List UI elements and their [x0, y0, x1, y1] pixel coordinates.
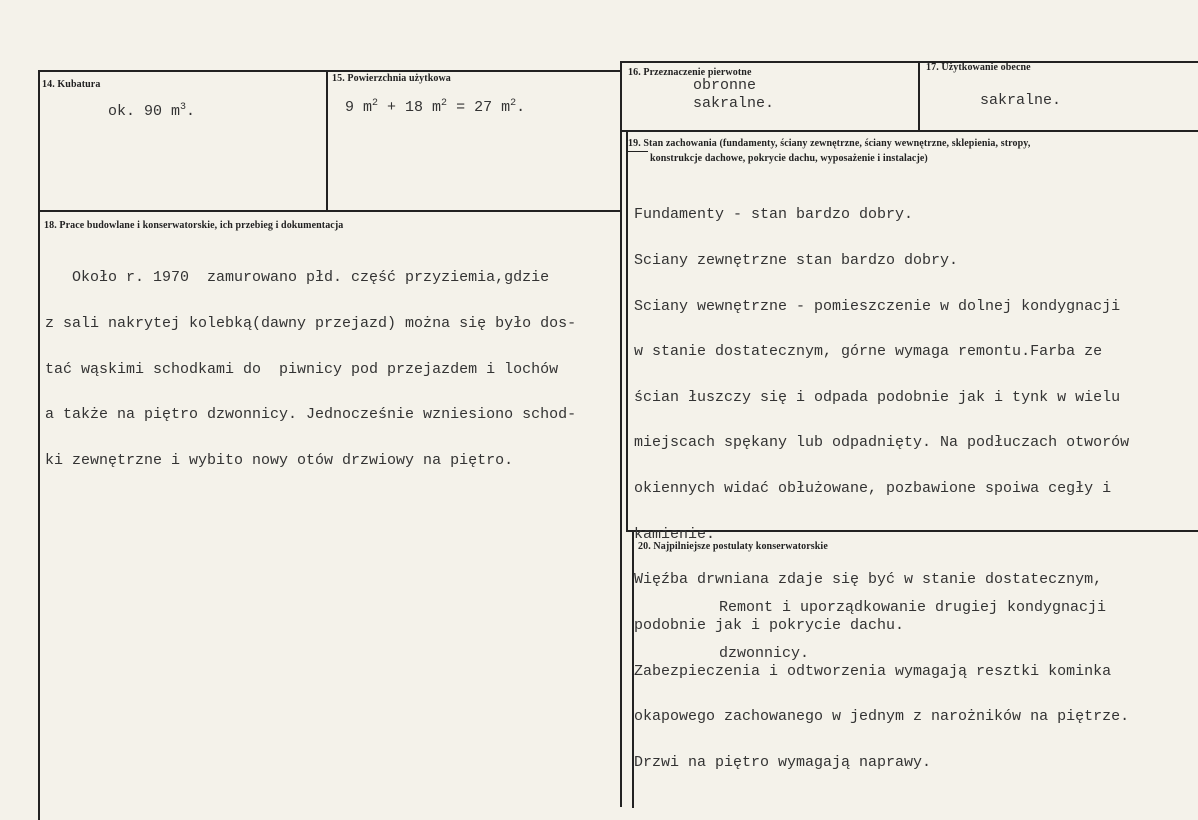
- field-18-label: 18. Prace budowlane i konserwatorskie, ich przebieg i dokumentacja: [44, 220, 344, 231]
- area-a-exponent: 2: [372, 98, 379, 109]
- text-line: w stanie dostatecznym, górne wymaga remontu.Farba ze: [634, 343, 1103, 361]
- volume-number: ok. 90 m: [108, 103, 181, 120]
- rule-under-16-17: [620, 130, 1198, 132]
- text-line: Fundamenty - stan bardzo dobry.: [634, 206, 914, 224]
- field-19-label-line2: konstrukcje dachowe, pokrycie dachu, wyposażenie i instalacje): [650, 153, 928, 164]
- field-18-text: [45, 240, 576, 483]
- text-line: podobnie jak i pokrycie dachu.: [634, 616, 905, 634]
- field-20-text: [719, 570, 1106, 676]
- center-divider: [620, 62, 622, 807]
- area-c: = 27 m: [447, 99, 511, 116]
- text-line: kamienie.: [634, 525, 716, 543]
- field-15-label: 15. Powierzchnia użytkowa: [332, 73, 451, 84]
- field-17-label: 17. Użytkowanie obecne: [926, 62, 1031, 73]
- left-border: [38, 70, 40, 820]
- rule-under-14-15: [38, 210, 620, 212]
- text-line: a także na piętro dzwonnicy. Jednocześnie wzniesiono schod-: [45, 406, 577, 424]
- text-line: dzwonnicy.: [719, 645, 810, 663]
- text-line: Remont i uporządkowanie drugiej kondygnacji: [719, 599, 1107, 617]
- text-line: z sali nakrytej kolebką(dawny przejazd) można się było dos-: [45, 315, 577, 333]
- area-b-exponent: 2: [441, 98, 448, 109]
- divider-14-15: [326, 70, 328, 211]
- text-line: Drzwi na piętro wymagają naprawy.: [634, 753, 932, 771]
- field-19-text: [634, 177, 1129, 785]
- field-19-label-line1: 19. Stan zachowania (fundamenty, ściany zewnętrzne, ściany wewnętrzne, sklepienia, stropy,: [628, 138, 1031, 149]
- area-c-exponent: 2: [510, 98, 517, 109]
- volume-exponent: 3: [180, 102, 187, 113]
- text-line: Około r. 1970 zamurowano płd. część przyziemia,gdzie: [45, 269, 550, 287]
- field-16-value-line2: sakralne.: [693, 95, 775, 112]
- text-line: miejscach spękany lub odpadnięty. Na podłuczach otworów: [634, 434, 1130, 452]
- field-20-label: 20. Najpilniejsze postulaty konserwatorskie: [638, 541, 828, 552]
- field-16-value-line1: obronne: [693, 77, 757, 94]
- text-line: Zabezpieczenia i odtworzenia wymagają resztki kominka: [634, 662, 1112, 680]
- field-14-label: 14. Kubatura: [42, 79, 101, 90]
- text-line: Sciany zewnętrzne stan bardzo dobry.: [634, 252, 959, 270]
- text-line: Więźba drwniana zdaje się być w stanie dostatecznym,: [634, 571, 1103, 589]
- top-rule-left: [38, 70, 620, 72]
- text-line: okiennych widać obłużowane, pozbawione spoiwa cegły i: [634, 480, 1112, 498]
- text-line: ścian łuszczy się i odpada podobnie jak i tynk w wielu: [634, 388, 1121, 406]
- area-a: 9 m: [345, 99, 373, 116]
- top-rule-right: [620, 61, 1198, 63]
- section19-left-border: [626, 130, 628, 530]
- field-14-value: [108, 104, 195, 119]
- area-period: .: [516, 99, 526, 116]
- text-line: tać wąskimi schodkami do piwnicy pod przejazdem i lochów: [45, 360, 559, 378]
- divider-16-17: [918, 62, 920, 130]
- text-line: Sciany wewnętrzne - pomieszczenie w dolnej kondygnacji: [634, 297, 1121, 315]
- field-17-value: sakralne.: [980, 92, 1062, 109]
- area-b: + 18 m: [378, 99, 442, 116]
- text-line: okapowego zachowanego w jednym z narożników na piętrze.: [634, 708, 1130, 726]
- field-16-label: 16. Przeznaczenie pierwotne: [628, 67, 752, 78]
- label19-underline: [626, 151, 648, 152]
- volume-period: .: [186, 103, 196, 120]
- text-line: ki zewnętrzne i wybito nowy otów drzwiowy na piętro.: [45, 451, 514, 469]
- field-15-value: [345, 100, 525, 115]
